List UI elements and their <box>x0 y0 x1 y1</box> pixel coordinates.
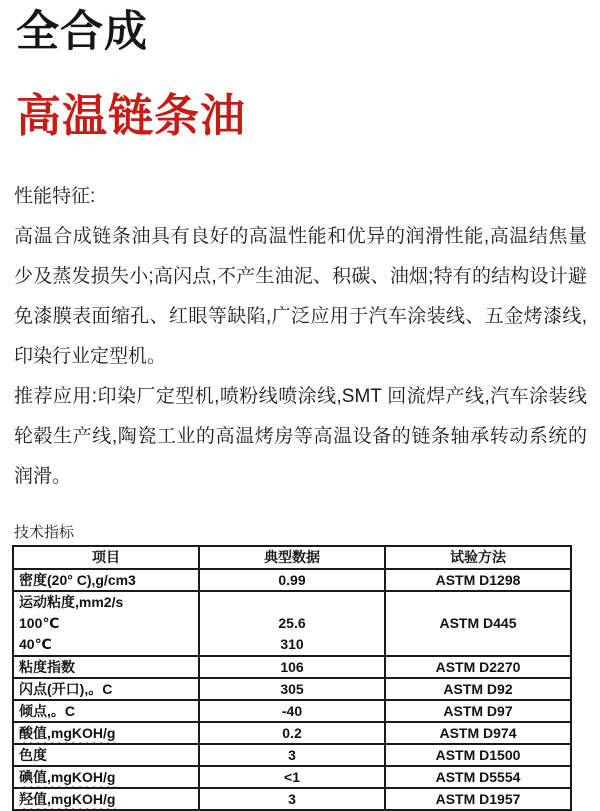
spec-row <box>13 656 571 678</box>
cell-line: 25.6 <box>278 615 306 631</box>
spec-value-cell: 3 <box>199 788 385 810</box>
spec-row <box>13 788 571 810</box>
cell-line: 100℃ <box>19 615 60 631</box>
spec-method-cell: ASTM D2270 <box>385 656 571 678</box>
specs-table <box>12 545 572 811</box>
spec-method-cell: ASTM D445 <box>385 591 571 656</box>
spec-item-cell <box>13 591 199 656</box>
specs-table-body <box>13 569 571 810</box>
cell-line: 40℃ <box>19 636 52 652</box>
spec-row <box>13 700 571 722</box>
spec-method-cell: ASTM D1957 <box>385 788 571 810</box>
spec-value-cell: 0.99 <box>199 569 385 591</box>
spec-item-cell: 碘值,mgKOH/g <box>13 766 199 788</box>
specs-table-head <box>13 546 571 569</box>
spec-method-cell: ASTM D974 <box>385 722 571 744</box>
spec-method-cell: ASTM D1500 <box>385 744 571 766</box>
spec-method-cell: ASTM D5554 <box>385 766 571 788</box>
spec-row <box>13 766 571 788</box>
performance-heading: 性能特征: <box>14 186 96 207</box>
spec-item-cell: 倾点,。C <box>13 700 199 722</box>
cell-line: 运动粘度,mm2/s <box>19 594 124 610</box>
spec-row <box>13 744 571 766</box>
spec-row <box>13 722 571 744</box>
spec-row <box>13 678 571 700</box>
column-header-1: 典型数据 <box>199 546 385 569</box>
spec-value-cell: 305 <box>199 678 385 700</box>
spec-method-cell: ASTM D97 <box>385 700 571 722</box>
spec-value-cell: 0.2 <box>199 722 385 744</box>
performance-paragraph: 高温合成链条油具有良好的高温性能和优异的润滑性能,高温结焦量少及蒸发损失小;高闪点,不产生油泥、积碳、油烟;特有的结构设计避免漆膜表面缩孔、红眼等缺陷,广泛应用于汽车涂装线、五金烤漆线,印染行业定型机。 <box>14 226 587 367</box>
spec-value-cell: <1 <box>199 766 385 788</box>
spec-value-cell: 3 <box>199 744 385 766</box>
specs-header-row <box>13 546 571 569</box>
spec-method-cell: ASTM D92 <box>385 678 571 700</box>
spec-item-cell: 酸值,mgKOH/g <box>13 722 199 744</box>
spec-item-cell: 闪点(开口),。C <box>13 678 199 700</box>
spec-row <box>13 591 571 656</box>
series-title: 全合成 <box>16 8 148 56</box>
datasheet-page <box>0 7 600 807</box>
spec-item-cell: 密度(20° C),g/cm3 <box>13 569 199 591</box>
spec-item-cell: 羟值,mgKOH/g <box>13 788 199 810</box>
product-title: 高温链条油 <box>16 90 247 141</box>
application-paragraph: 推荐应用:印染厂定型机,喷粉线喷涂线,SMT 回流焊产线,汽车涂装线轮毂生产线,陶瓷工业的高温烤房等高温设备的链条轴承转动系统的润滑。 <box>14 386 587 487</box>
cell-line: 310 <box>280 636 304 652</box>
spec-item-cell: 粘度指数 <box>13 656 199 678</box>
spec-value-cell: 106 <box>199 656 385 678</box>
spec-row <box>13 569 571 591</box>
spec-item-cell: 色度 <box>13 744 199 766</box>
spec-method-cell: ASTM D1298 <box>385 569 571 591</box>
column-header-0: 项目 <box>13 546 199 569</box>
spec-value-cell <box>199 591 385 656</box>
specs-heading: 技术指标 <box>14 524 75 541</box>
cell-line <box>205 592 379 613</box>
column-header-2: 试验方法 <box>385 546 571 569</box>
spec-value-cell: -40 <box>199 700 385 722</box>
